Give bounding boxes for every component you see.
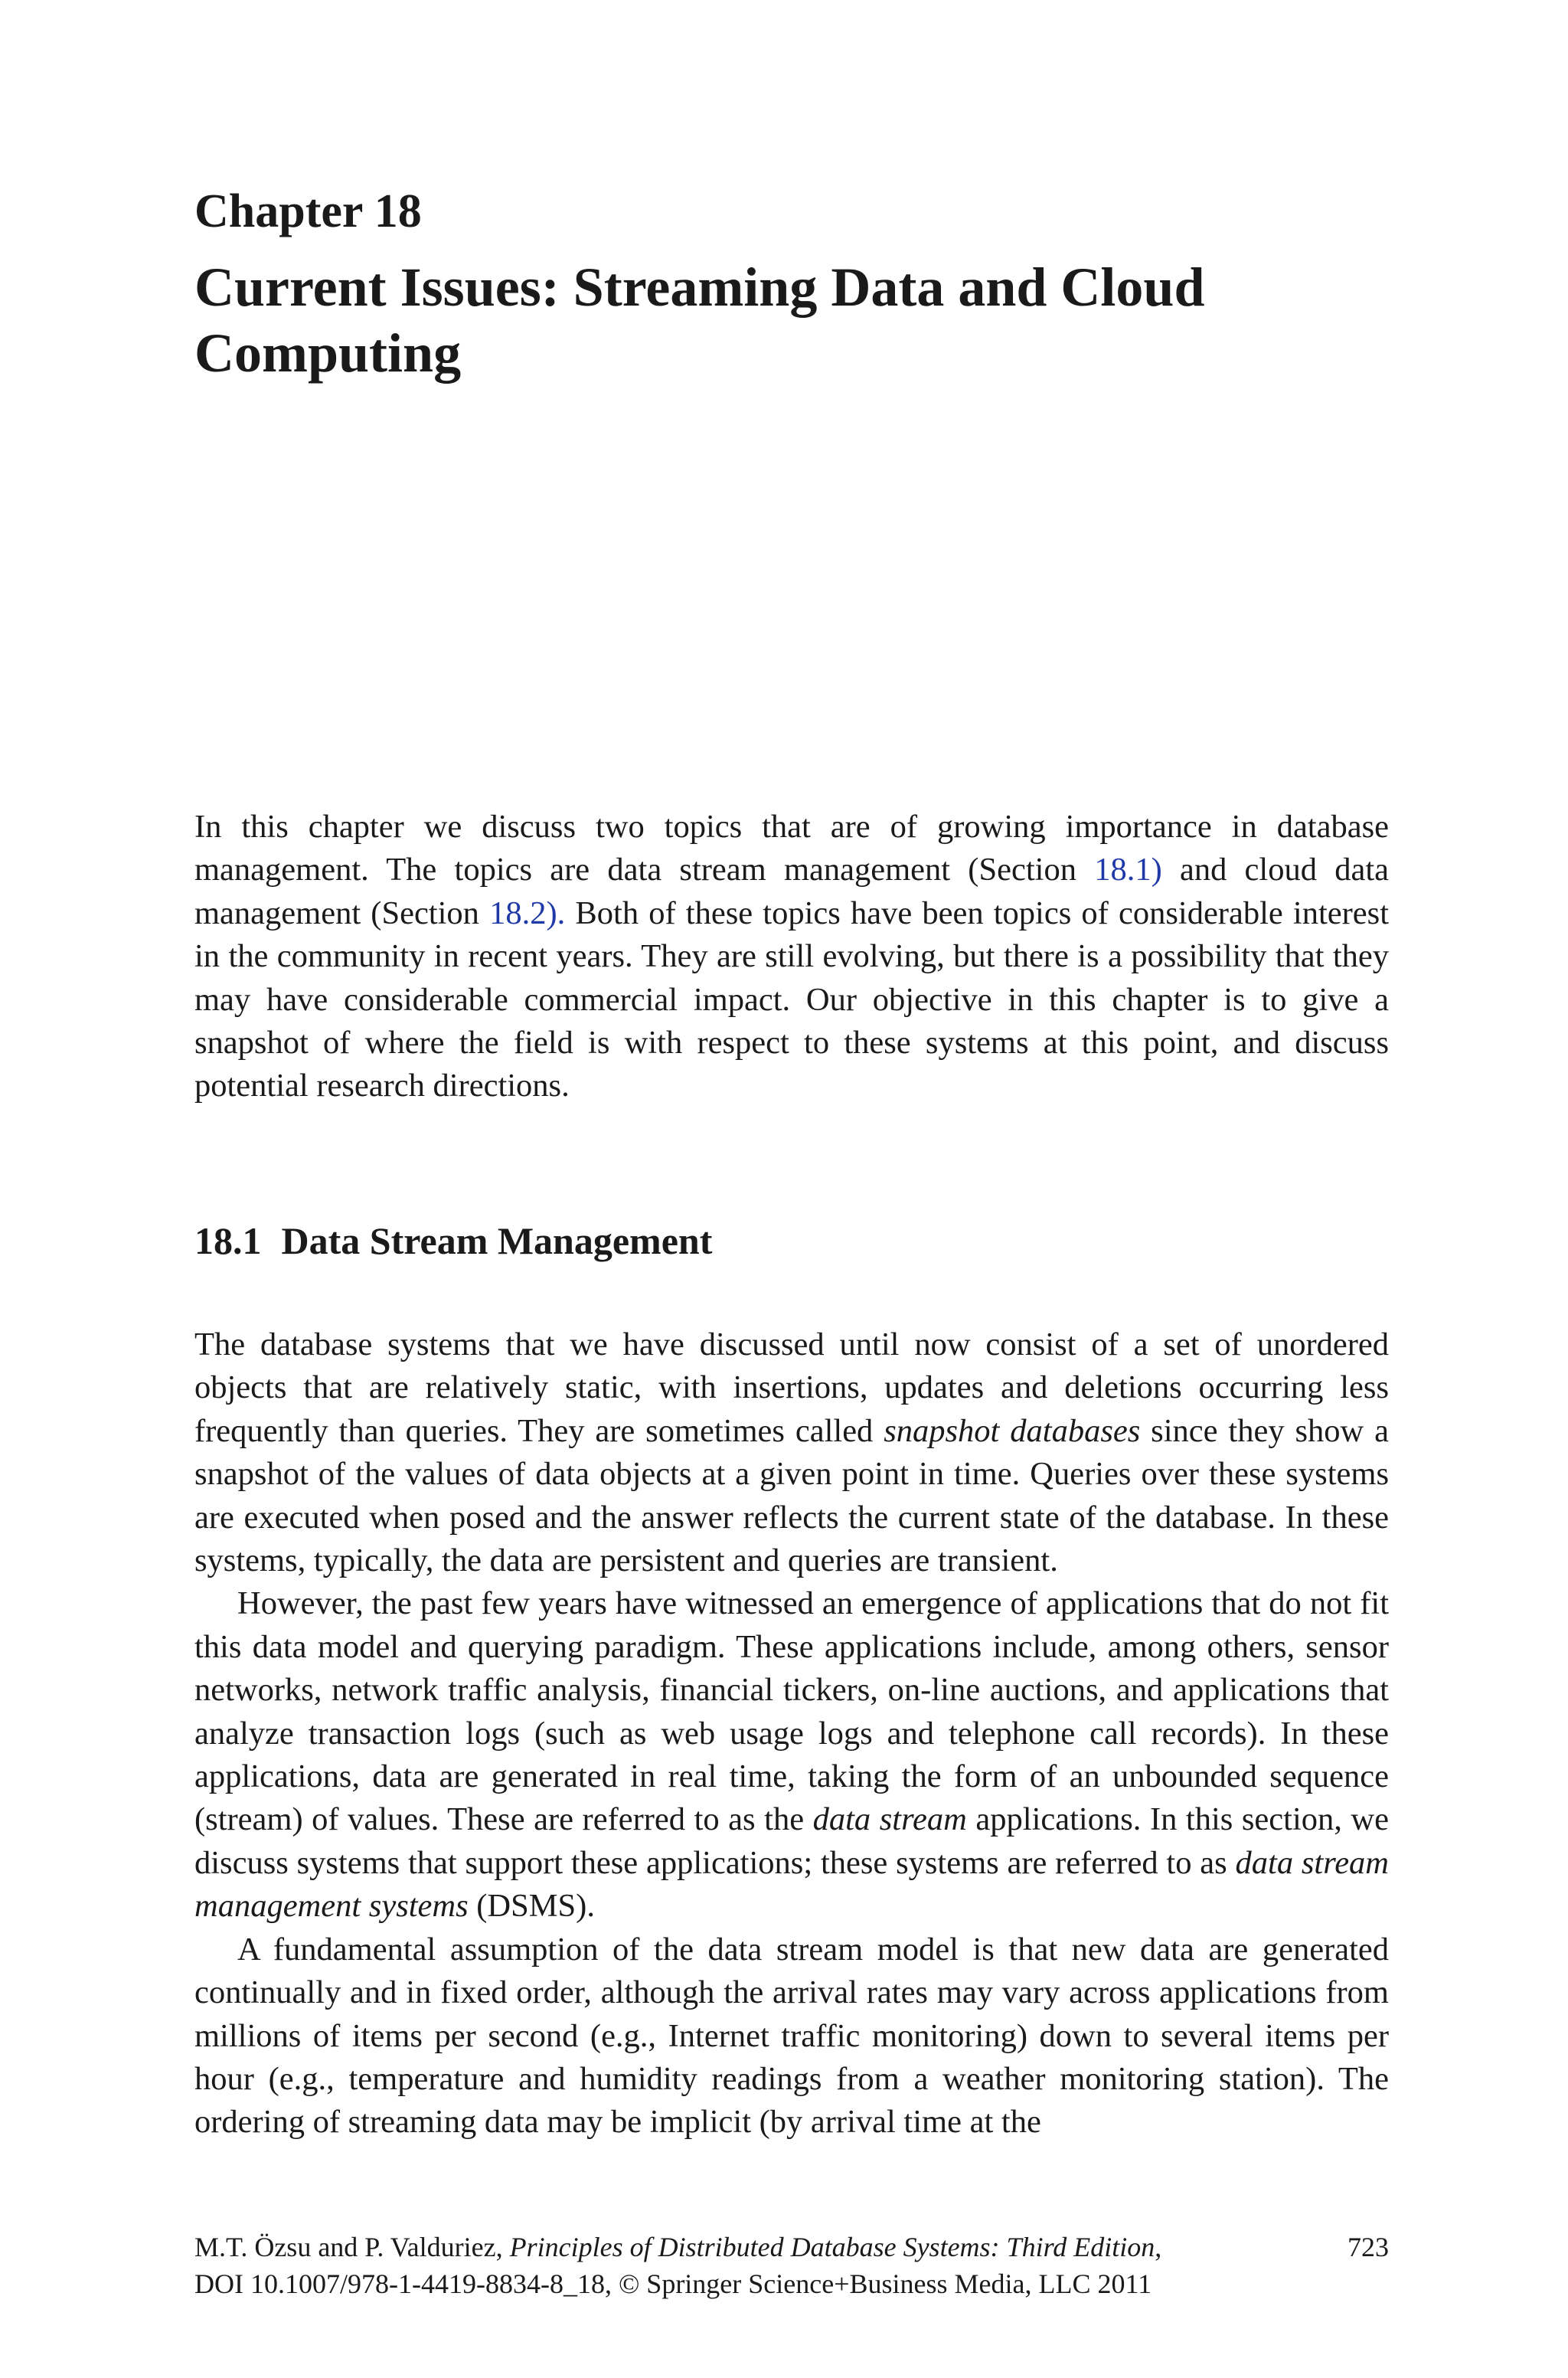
page-footer: [194, 2229, 1389, 2302]
paragraph-text: applications. In this section, we discuss systems that support these applications; these systems are referred to as: [194, 1801, 1389, 1881]
section-title: Data Stream Management: [281, 1219, 713, 1262]
chapter-abstract: [194, 806, 1389, 1108]
abstract-text: In this chapter we discuss two topics that are of growing importance in database management. The topics are data stream management (Section: [194, 809, 1389, 888]
page-number: 723: [1348, 2232, 1389, 2262]
emphasis-snapshot-databases: snapshot databases: [884, 1412, 1141, 1449]
footer-book-title: Principles of Distributed Database Systems: Third Edition: [509, 2232, 1155, 2262]
section-link-18-1[interactable]: 18.1): [1094, 852, 1162, 888]
body-paragraph-2: [194, 1582, 1389, 1928]
emphasis-dsms: data stream management systems: [194, 1844, 1389, 1925]
footer-authors: M.T. Özsu and P. Valduriez,: [194, 2232, 510, 2262]
paragraph-text: since they show a snapshot of the values of data objects at a given point in time. Queries over these systems are executed when posed and the answer reflects the current state of the database. In these systems, typically, the data are persistent and queries are transient.: [194, 1412, 1389, 1579]
footer-punctuation: ,: [1155, 2232, 1162, 2262]
body-paragraph-3: A fundamental assumption of the data stream model is that new data are generated continually and in fixed order, although the arrival rates may vary across applications from millions of items per second (e.g., Internet traffic monitoring) down to several items per hour (e.g., temperature and humidity readings from a weather monitoring station). The ordering of streaming data may be implicit (by arrival time at the: [194, 1931, 1389, 2141]
chapter-label: Chapter 18: [194, 185, 422, 237]
section-body: [194, 1323, 1389, 2144]
book-page: [194, 0, 1389, 2378]
footer-doi: DOI 10.1007/978-1-4419-8834-8_18, © Springer Science+Business Media, LLC 2011: [194, 2268, 1152, 2299]
section-link-18-2[interactable]: 18.2).: [489, 895, 566, 931]
chapter-title: Current Issues: Streaming Data and Cloud Computing: [194, 257, 1205, 384]
paragraph-text: However, the past few years have witnessed an emergence of applications that do not fit this data model and querying paradigm. These applications include, among others, sensor networks, network traffic analysis, financial tickers, on-line auctions, and applications that analyze transaction logs (such as web usage logs and telephone call records). In these applications, data are generated in real time, taking the form of an unbounded sequence (stream) of values. These are referred to as the: [194, 1585, 1389, 1838]
paragraph-text: The database systems that we have discussed until now consist of a set of unordered objects that are relatively static, with insertions, updates and deletions occurring less frequently than queries. They are sometimes called: [194, 1326, 1389, 1449]
body-paragraph-1: [194, 1323, 1389, 1582]
section-heading: [194, 1218, 712, 1264]
section-number: 18.1: [194, 1219, 262, 1262]
abstract-text: Both of these topics have been topics of considerable interest in the community in recent years. They are still evolving, but there is a possibility that they may have considerable commercial impact. Our objective in this chapter is to give a snapshot of where the field is with respect to these systems at this point, and discuss potential research directions.: [194, 895, 1389, 1104]
paragraph-text: (DSMS).: [468, 1888, 595, 1925]
emphasis-data-stream: data stream: [812, 1801, 967, 1838]
abstract-text: and cloud data management (Section: [194, 852, 1389, 931]
footer-citation: [194, 2229, 1389, 2265]
